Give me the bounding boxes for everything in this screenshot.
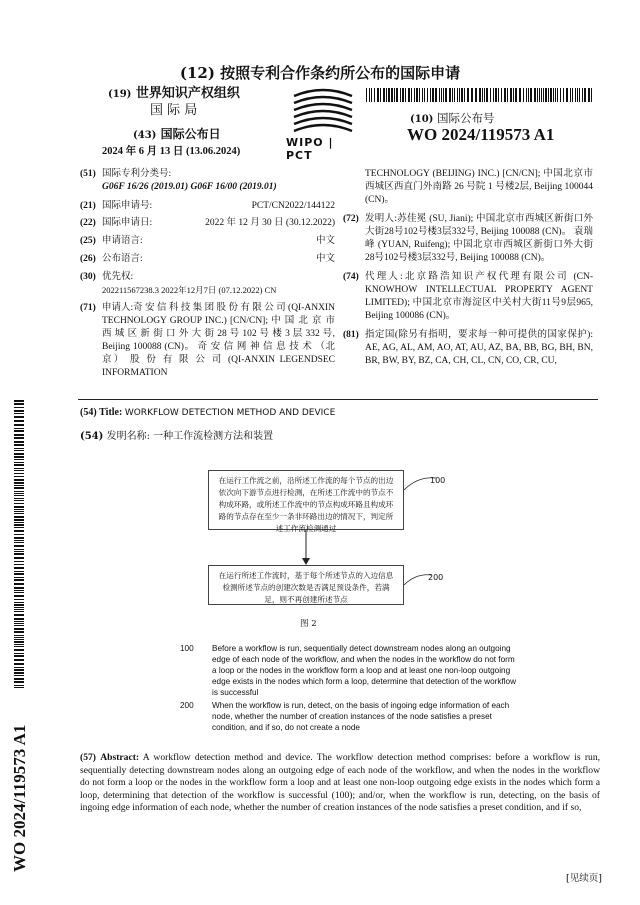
barcode-bar — [14, 577, 24, 578]
barcode-bar — [391, 88, 393, 102]
barcode-bar — [435, 88, 437, 102]
barcode-bar — [591, 88, 592, 102]
barcode-bar — [14, 663, 24, 665]
barcode-bar — [14, 470, 24, 471]
barcode-bar — [495, 88, 497, 102]
barcode-bar — [14, 623, 24, 624]
title-cn-code: (54) — [80, 431, 104, 442]
barcode-bar — [449, 88, 451, 102]
figure-caption: 图 2 — [300, 619, 317, 629]
field-value: 苏佳冕 (SU, Jiani); 中国北京市西城区新街口外大街28号102号楼3层332号, Beijing 100088 (CN)。 袁瑞峰 (YUAN, Ruifeng); 中国北京市西城区新街口外大街28号102号楼3层332号, Beijing 100088 (CN)。 — [365, 214, 593, 263]
barcode-bar — [14, 509, 24, 510]
field-code: (81) — [343, 330, 359, 340]
barcode-bar — [14, 420, 24, 422]
barcode-bar — [14, 604, 24, 606]
side-pubno: WO 2024/119573 A1 — [10, 724, 29, 872]
field-code: (74) — [343, 272, 359, 282]
barcode-bar — [14, 479, 24, 481]
barcode-bar — [454, 88, 455, 102]
field-label: 公布语言: — [102, 254, 143, 264]
barcode-bar — [419, 88, 420, 102]
field-code: (22) — [80, 218, 96, 228]
barcode-bar — [475, 88, 477, 102]
field-30 — [80, 271, 335, 297]
barcode-bar — [526, 88, 527, 102]
barcode-bar — [14, 675, 24, 676]
field-72 — [343, 213, 593, 265]
barcode-bar — [14, 516, 24, 518]
barcode-bar — [464, 88, 465, 102]
barcode-bar — [461, 88, 463, 102]
barcode-bar — [515, 88, 517, 102]
abstract-code: (57) — [80, 752, 96, 763]
flow-label-200: 200 — [428, 573, 444, 582]
barcode-bar — [380, 88, 381, 102]
wipo-logo — [284, 86, 362, 162]
flow-label-100: 100 — [430, 476, 446, 485]
barcode-bar — [405, 88, 406, 102]
barcode-bar — [577, 88, 578, 102]
barcode-bar — [14, 491, 24, 492]
barcode-bar — [550, 88, 552, 102]
field-code: (25) — [80, 236, 96, 246]
field-value: 北京路浩知识产权代理有限公司 (CN-KNOWHOW INTELLECTUAL PROPERTY AGENT LIMITED); 中国北京市海淀区中关村大街11号9层965, Beijing 100086 (CN)。 — [365, 272, 593, 321]
barcode-bar — [14, 611, 24, 612]
title-en — [80, 407, 335, 418]
pubdate-label: 国际公布日 — [160, 127, 221, 141]
barcode-bar — [467, 88, 469, 102]
barcode-bar — [14, 571, 24, 572]
barcode-bar — [14, 500, 24, 501]
field-71-cont: TECHNOLOGY (BEIJING) INC.) [CN/CN]; 中国北京市西城区西直门外南路 26 号院 1 号楼2层, Beijing 100044 (CN)。 — [365, 169, 593, 205]
barcode-bar — [14, 530, 24, 532]
barcode-bar — [457, 88, 458, 102]
barcode-bar — [537, 88, 538, 102]
barcode-bar — [14, 400, 24, 402]
barcode-bar — [14, 564, 24, 565]
field-code: (51) — [80, 169, 96, 179]
barcode-bar — [14, 649, 24, 651]
barcode-bar — [479, 88, 481, 102]
pubdate-value: 2024 年 6 月 13 日 (13.06.2024) — [102, 146, 241, 157]
wipo-emblem-icon — [284, 86, 362, 136]
barcode-bar — [14, 519, 24, 521]
barcode-bar — [553, 88, 554, 102]
barcode-bar — [543, 88, 544, 102]
pubdate-code: (43) — [133, 130, 157, 141]
field-label: 国际申请日: — [102, 218, 153, 228]
barcode-bar — [498, 88, 499, 102]
barcode-bar — [14, 587, 24, 589]
barcode-bar — [400, 88, 401, 102]
barcode-bar — [519, 88, 521, 102]
barcode-bar — [14, 527, 24, 528]
barcode-bar — [14, 685, 24, 686]
title-en-label: Title: — [99, 407, 123, 418]
barcode-bar — [443, 88, 444, 102]
barcode-bar — [14, 542, 24, 543]
barcode-bar — [14, 678, 24, 680]
org-code: (19) — [108, 89, 132, 100]
barcode-bar — [445, 88, 447, 102]
barcode-bar — [14, 537, 24, 539]
legend-num: 200 — [180, 701, 194, 710]
barcode-bar — [427, 88, 428, 102]
barcode-bar — [14, 522, 24, 523]
title-en-code: (54) — [80, 407, 97, 418]
barcode-bar — [14, 473, 24, 474]
barcode-bar — [14, 464, 24, 466]
field-code: (72) — [343, 214, 359, 224]
barcode-bar — [414, 88, 415, 102]
barcode-bar — [14, 540, 24, 541]
top-barcode — [366, 88, 594, 102]
barcode-bar — [14, 498, 24, 499]
barcode-bar — [14, 503, 24, 504]
barcode-bar — [557, 88, 558, 102]
wipo-logo-text: WIPO | PCT — [286, 136, 334, 162]
barcode-bar — [14, 441, 24, 443]
barcode-bar — [430, 88, 431, 102]
pubno-value: WO 2024/119573 A1 — [407, 125, 555, 144]
barcode-bar — [14, 637, 24, 638]
barcode-bar — [14, 579, 24, 581]
flow-box-100: 在运行工作流之前，沿所述工作流的每个节点的出边依次向下游节点进行检测，在所述工作流中的节点不构成环路，或所述工作流中的节点构成环路且构成环路的节点存在至少一条非环路出边的情况下，判定所述工作流检测通过 — [208, 470, 404, 530]
barcode-bar — [490, 88, 491, 102]
barcode-bar — [14, 553, 24, 555]
barcode-bar — [484, 88, 485, 102]
barcode-bar — [523, 88, 524, 102]
org-name: 世界知识产权组织 — [135, 86, 240, 101]
barcode-bar — [14, 456, 24, 458]
barcode-bar — [539, 88, 540, 102]
barcode-bar — [471, 88, 473, 102]
field-value: 202211567238.3 2022年12月7日 (07.12.2022) CN — [102, 285, 277, 295]
legend-item — [180, 700, 520, 733]
field-51 — [80, 168, 335, 194]
continued-marker: [见续页] — [566, 873, 602, 884]
barcode-bar — [459, 88, 460, 102]
barcode-bar — [377, 88, 379, 102]
barcode-bar — [572, 88, 573, 102]
barcode-bar — [501, 88, 502, 102]
abstract — [80, 752, 600, 815]
field-22 — [80, 217, 335, 230]
barcode-bar — [566, 88, 568, 102]
barcode-bar — [371, 88, 372, 102]
barcode-bar — [14, 687, 24, 688]
abstract-text: A workflow detection method and device. The workflow detection method comprises: before a workflow is run, sequentially detecting downstream nodes along an outgoing edge of each node of the workflow, and when the nodes in the workflow do not form a loop or the nodes in the workflow form a loop and at least one non-loop outgoing edge exists in the nodes which form a loop, determining that detection of the workflow is successful (100); and/or, when the workflow is run, detecting, on the basis of ingoing edge information of each node, whether the number of creation instances of the node satisfies a preset condition, and if so, — [80, 752, 601, 814]
barcode-bar — [14, 482, 24, 484]
barcode-bar — [14, 672, 24, 674]
pubdate-label-row — [133, 125, 221, 142]
barcode-bar — [584, 88, 586, 102]
barcode-bar — [14, 635, 24, 636]
legend-item — [180, 643, 520, 698]
barcode-bar — [396, 88, 398, 102]
side-barcode — [14, 400, 24, 690]
barcode-bar — [14, 659, 24, 661]
field-value: PCT/CN2022/144122 — [251, 201, 335, 211]
barcode-bar — [14, 644, 24, 645]
field-value: 2022 年 12 月 30 日 (30.12.2022) — [205, 218, 335, 228]
barcode-bar — [14, 493, 24, 494]
barcode-bar — [14, 407, 24, 408]
barcode-bar — [563, 88, 564, 102]
barcode-bar — [575, 88, 576, 102]
barcode-bar — [394, 88, 395, 102]
barcode-bar — [14, 545, 24, 547]
barcode-bar — [14, 669, 24, 671]
barcode-bar — [452, 88, 453, 102]
field-label: 国际专利分类号: — [102, 169, 172, 179]
flow-arrow — [300, 530, 312, 566]
right-fields — [343, 168, 593, 368]
barcode-bar — [14, 655, 24, 657]
barcode-bar — [14, 653, 24, 654]
barcode-bar — [14, 551, 24, 552]
barcode-bar — [14, 631, 24, 633]
barcode-bar — [513, 88, 514, 102]
barcode-bar — [14, 468, 24, 469]
barcode-bar — [14, 450, 24, 451]
field-value: 中文 — [315, 236, 335, 246]
barcode-bar — [14, 495, 24, 496]
barcode-bar — [548, 88, 549, 102]
barcode-bar — [14, 428, 24, 429]
barcode-bar — [14, 618, 24, 620]
barcode-bar — [541, 88, 542, 102]
barcode-bar — [14, 614, 24, 616]
pubno-code: (10) — [410, 114, 434, 125]
title-en-value: WORKFLOW DETECTION METHOD AND DEVICE — [124, 408, 336, 418]
barcode-bar — [14, 607, 24, 608]
org-sub: 国 际 局 — [150, 103, 198, 118]
left-fields — [80, 168, 335, 380]
barcode-bar — [560, 88, 561, 102]
barcode-bar — [14, 524, 24, 526]
barcode-bar — [14, 681, 24, 683]
barcode-bar — [14, 434, 24, 436]
barcode-bar — [14, 628, 24, 630]
barcode-bar — [411, 88, 412, 102]
barcode-bar — [366, 88, 367, 102]
barcode-bar — [386, 88, 387, 102]
field-label: 优先权: — [102, 272, 134, 282]
field-code: (71) — [80, 303, 96, 313]
barcode-bar — [14, 592, 24, 593]
barcode-bar — [14, 403, 24, 405]
title-cn-value: 一种工作流检测方法和装置 — [153, 431, 274, 442]
field-code: (26) — [80, 254, 96, 264]
barcode-bar — [402, 88, 404, 102]
barcode-bar — [14, 625, 24, 626]
barcode-bar — [507, 88, 508, 102]
separator — [78, 399, 598, 400]
barcode-bar — [408, 88, 410, 102]
field-label: 代理人: — [365, 272, 403, 282]
barcode-bar — [441, 88, 442, 102]
barcode-bar — [14, 609, 24, 610]
barcode-bar — [14, 410, 24, 412]
flow-box-200: 在运行所述工作流时，基于每个所述节点的入边信息检测所述节点的创建次数是否满足预设条件，若满足，则不再创建所述节点 — [208, 565, 404, 605]
barcode-bar — [588, 88, 590, 102]
barcode-bar — [14, 416, 24, 418]
barcode-bar — [504, 88, 506, 102]
barcode-bar — [374, 88, 375, 102]
field-74 — [343, 271, 593, 323]
barcode-bar — [534, 88, 536, 102]
field-label: 申请语言: — [102, 236, 143, 246]
title-cn — [80, 427, 273, 442]
barcode-bar — [493, 88, 494, 102]
barcode-bar — [14, 667, 24, 668]
pubno-label: 国际公布号 — [437, 111, 495, 125]
barcode-bar — [14, 437, 24, 439]
barcode-bar — [14, 534, 24, 535]
field-label: 申请人: — [102, 303, 134, 313]
legend-num: 100 — [180, 644, 194, 653]
barcode-bar — [14, 549, 24, 550]
document-title: (12) 按照专利合作条约所公布的国际申请 — [179, 64, 461, 82]
barcode-bar — [486, 88, 488, 102]
barcode-bar — [14, 621, 24, 622]
barcode-bar — [14, 506, 24, 508]
field-value: 奇 安 信 科 技 集 团 股 份 有 限 公 司 (QI-ANXIN TECHNOLOGY GROUP INC.) [CN/CN]; 中 国 北 京 市 西 城 区 新 街 口 外 大 街 28 号 102 号 楼 3 层 332 号, Beijing 100088 (CN)。 奇 安 信 网 神 信 息 技 术 （北 京） 股 份 有 限 公 司 (QI-ANXIN LEGENDSEC INFORMATION — [102, 303, 335, 378]
barcode-bar — [570, 88, 571, 102]
barcode-bar — [528, 88, 529, 102]
barcode-bar — [14, 424, 24, 426]
barcode-bar — [14, 583, 24, 585]
field-value: 中文 — [315, 254, 335, 264]
barcode-bar — [14, 599, 24, 600]
figure-legend — [180, 643, 520, 733]
field-label: 指定国 — [365, 330, 395, 340]
barcode-bar — [14, 444, 24, 446]
barcode-bar — [14, 641, 24, 643]
field-71 — [80, 302, 335, 380]
barcode-bar — [14, 639, 24, 640]
barcode-bar — [14, 573, 24, 575]
barcode-bar — [424, 88, 425, 102]
title-cn-label: 发明名称: — [106, 431, 150, 442]
legend-text: Before a workflow is run, sequentially detect downstream nodes along an outgoing edge of each node of the workflow, and when the nodes in the workflow do not form a loop or the nodes in the workflow form a loop and at least one non-loop outgoing edge exists in the nodes which form a loop, determine that detection of the workflow is successful — [212, 644, 517, 697]
barcode-bar — [482, 88, 483, 102]
barcode-bar — [14, 462, 24, 463]
barcode-bar — [14, 646, 24, 647]
field-value: (除另有指明，要求每一种可提供的国家保护): AE, AG, AL, AM, AO, AT, AU, AZ, BA, BB, BG, BH, BN, BR, BW, BY, BZ, CA, CH, CL, CN, CO, CR, CU, — [365, 330, 593, 366]
barcode-bar — [545, 88, 547, 102]
barcode-bar — [14, 459, 24, 460]
legend-text: When the workflow is run, detect, on the basis of ingoing edge information of each node, whether the number of creation instances of the node satisfies a preset condition, and if so, do not create a node — [212, 701, 510, 732]
barcode-bar — [14, 557, 24, 559]
barcode-bar — [14, 453, 24, 455]
barcode-bar — [14, 513, 24, 514]
field-code: (21) — [80, 201, 96, 211]
field-25 — [80, 235, 335, 248]
barcode-bar — [14, 567, 24, 569]
barcode-bar — [14, 561, 24, 562]
barcode-bar — [432, 88, 434, 102]
barcode-bar — [14, 430, 24, 432]
pubno-label-row — [410, 110, 495, 126]
barcode-bar — [579, 88, 580, 102]
field-label: 发明人: — [365, 214, 397, 224]
barcode-bar — [14, 413, 24, 414]
abstract-label: Abstract: — [100, 752, 140, 763]
barcode-bar — [14, 448, 24, 449]
barcode-bar — [14, 590, 24, 591]
barcode-bar — [582, 88, 583, 102]
barcode-bar — [14, 595, 24, 597]
barcode-bar — [416, 88, 418, 102]
barcode-bar — [555, 88, 556, 102]
field-26 — [80, 253, 335, 266]
barcode-bar — [510, 88, 512, 102]
field-21 — [80, 200, 335, 213]
barcode-bar — [14, 485, 24, 486]
barcode-bar — [422, 88, 423, 102]
barcode-bar — [383, 88, 385, 102]
barcode-bar — [14, 511, 24, 512]
field-value: G06F 16/26 (2019.01) G06F 16/00 (2019.01) — [102, 182, 277, 192]
barcode-bar — [388, 88, 390, 102]
field-code: (30) — [80, 272, 96, 282]
barcode-bar — [530, 88, 532, 102]
field-label: 国际申请号: — [102, 201, 153, 211]
barcode-bar — [14, 602, 24, 603]
barcode-bar — [14, 487, 24, 489]
barcode-bar — [439, 88, 440, 102]
barcode-bar — [14, 476, 24, 477]
field-81 — [343, 329, 593, 368]
barcode-bar — [369, 88, 370, 102]
